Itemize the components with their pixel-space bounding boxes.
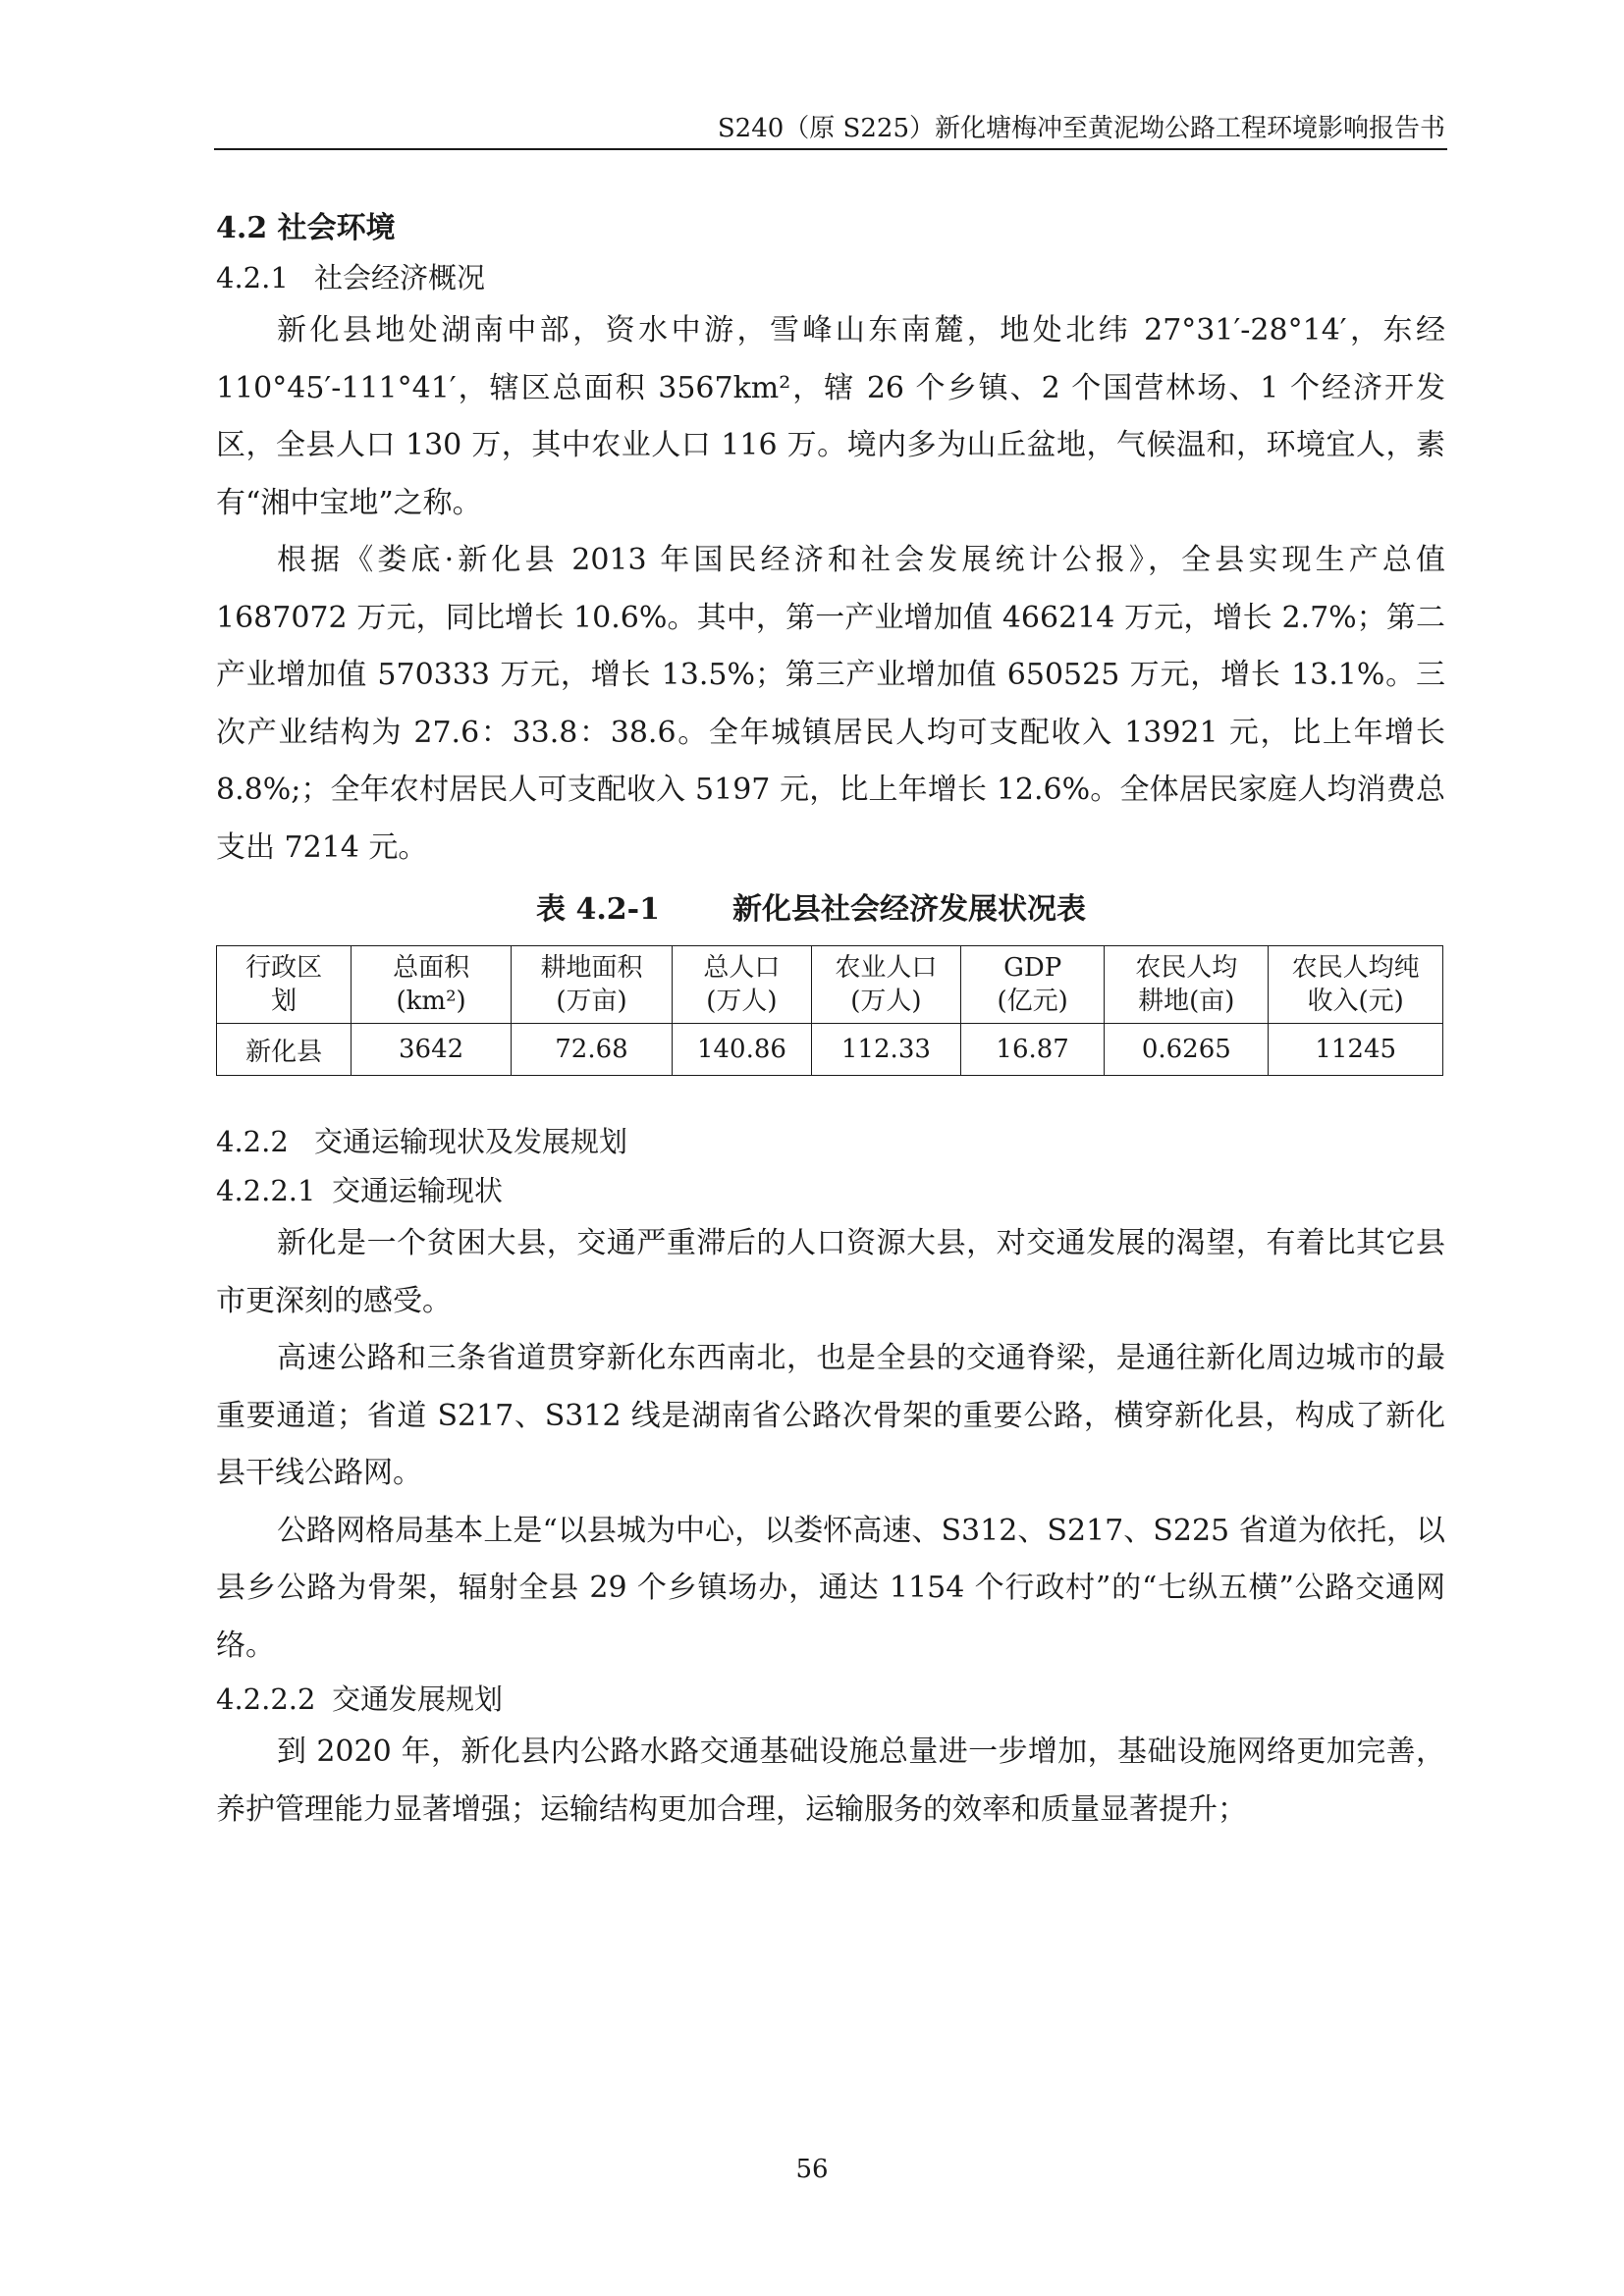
heading-4-2	[216, 204, 1445, 253]
header-line: 农民人均	[1135, 953, 1238, 983]
economy-table	[216, 945, 1443, 1076]
table-body	[217, 1024, 1443, 1076]
table-cell: 新化县	[217, 1024, 352, 1076]
header-line: (亿元)	[997, 987, 1068, 1016]
header-line: 耕地面积	[540, 953, 643, 983]
header-line: 耕地(亩)	[1138, 987, 1235, 1016]
heading-4-2-2-1	[216, 1166, 1445, 1215]
table-header-cell	[1105, 946, 1269, 1024]
table-caption-title: 新化县社会经济发展状况表	[732, 892, 1086, 927]
table-header-cell	[511, 946, 672, 1024]
page-number: 56	[795, 2155, 829, 2184]
table-cell: 11245	[1269, 1024, 1443, 1076]
heading-number: 4.2.2.2	[216, 1682, 316, 1716]
header-line: 总人口	[703, 953, 781, 983]
heading-title: 社会环境	[277, 211, 396, 245]
heading-4-2-2	[216, 1117, 1445, 1166]
heading-title: 交通运输现状	[332, 1174, 504, 1207]
table-row	[217, 1024, 1443, 1076]
table-cell: 0.6265	[1105, 1024, 1269, 1076]
table-cell: 72.68	[511, 1024, 672, 1076]
paragraph: 高速公路和三条省道贯穿新化东西南北，也是全县的交通脊梁，是通往新化周边城市的最重要通道；省道 S217、S312 线是湖南省公路次骨架的重要公路，横穿新化县，构成了新化县干线公路网。	[216, 1341, 1445, 1490]
table-header-cell	[811, 946, 960, 1024]
heading-4-2-2-2	[216, 1675, 1445, 1724]
table-caption-number: 表 4.2-1	[536, 892, 660, 927]
header-line: (万人)	[706, 987, 778, 1016]
header-line: 总面积	[393, 953, 470, 983]
table-header-cell	[1269, 946, 1443, 1024]
table-header-cell	[673, 946, 812, 1024]
header-line: (万人)	[850, 987, 922, 1016]
header-line: (km²)	[396, 987, 466, 1016]
heading-number: 4.2.1	[216, 261, 289, 294]
heading-title: 社会经济概况	[314, 261, 486, 294]
table-header-cell	[352, 946, 512, 1024]
paragraph: 新化是一个贫困大县，交通严重滞后的人口资源大县，对交通发展的渴望，有着比其它县市更深刻的感受。	[216, 1226, 1445, 1318]
paragraph: 到 2020 年，新化县内公路水路交通基础设施总量进一步增加，基础设施网络更加完善，养护管理能力显著增强；运输结构更加合理，运输服务的效率和质量显著提升；	[216, 1735, 1445, 1827]
header-line: 农民人均纯	[1291, 953, 1420, 983]
paragraph: 根据《娄底·新化县 2013 年国民经济和社会发展统计公报》，全县实现生产总值 1687072 万元，同比增长 10.6%。其中，第一产业增加值 466214 万元，增长 2.7%；第二产业增加值 570333 万元，增长 13.5%；第三产业增加值 650525 万元，增长 13.1%。三次产业结构为 27.6：33.8：38.6。全年城镇居民人均可支配收入 13921 元，比上年增长 8.8%;；全年农村居民人可支配收入 5197 元，比上年增长 12.6%。全体居民家庭人均消费总支出 7214 元。	[216, 543, 1445, 865]
paragraph: 公路网格局基本上是“以县城为中心，以娄怀高速、S312、S217、S225 省道为依托，以县乡公路为骨架，辐射全县 29 个乡镇场办，通达 1154 个行政村”的“七纵五横”公路交通网络。	[216, 1513, 1445, 1663]
header-line: GDP	[1003, 953, 1062, 983]
paragraph: 新化县地处湖南中部，资水中游，雪峰山东南麓，地处北纬 27°31′-28°14′，东经 110°45′-111°41′，辖区总面积 3567km²，辖 26 个乡镇、2 个国营林场、1 个经济开发区，全县人口 130 万，其中农业人口 116 万。境内多为山丘盆地，气候温和，环境宜人，素有“湘中宝地”之称。	[216, 313, 1445, 520]
table-header-cell	[961, 946, 1105, 1024]
header-line: 农业人口	[835, 953, 938, 983]
running-header: S240（原 S225）新化塘梅冲至黄泥坳公路工程环境影响报告书	[717, 114, 1445, 143]
table-header-row	[217, 946, 1443, 1024]
header-line: 行政区	[245, 953, 323, 983]
heading-title: 交通运输现状及发展规划	[314, 1125, 628, 1158]
heading-title: 交通发展规划	[332, 1682, 504, 1716]
table-cell: 112.33	[811, 1024, 960, 1076]
header-line: (万亩)	[556, 987, 627, 1016]
heading-number: 4.2	[216, 211, 268, 245]
heading-4-2-1	[216, 253, 1445, 302]
header-line: 收入(元)	[1307, 987, 1404, 1016]
heading-number: 4.2.2	[216, 1125, 289, 1158]
header-rule	[214, 148, 1447, 150]
table-cell: 140.86	[673, 1024, 812, 1076]
header-line: 划	[271, 987, 298, 1016]
table-caption	[216, 890, 1445, 930]
page-body	[216, 204, 1445, 1839]
table-header-cell	[217, 946, 352, 1024]
heading-number: 4.2.2.1	[216, 1174, 316, 1207]
table-cell: 16.87	[961, 1024, 1105, 1076]
table-cell: 3642	[352, 1024, 512, 1076]
